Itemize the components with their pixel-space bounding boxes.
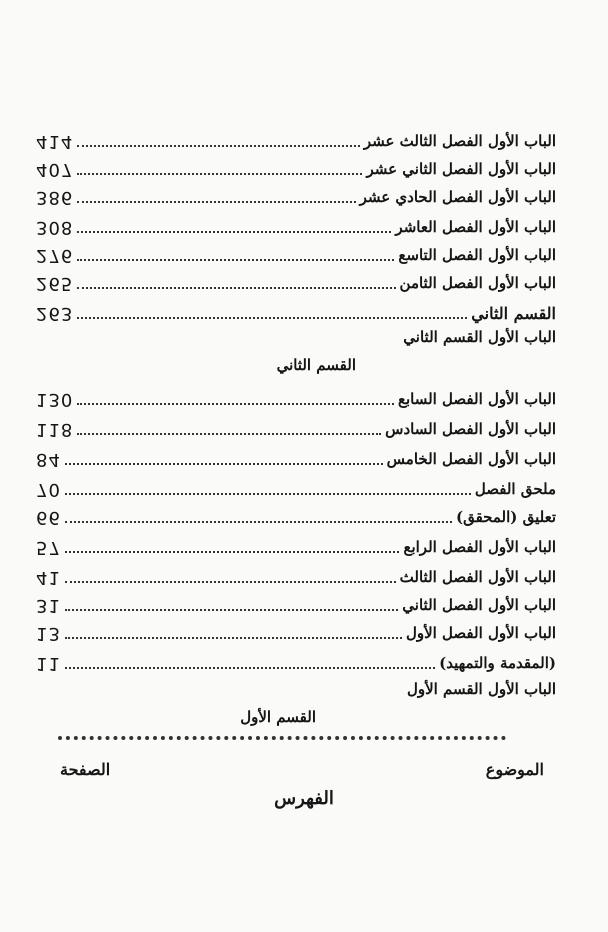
divider	[58, 736, 506, 750]
leader-dots	[77, 317, 467, 319]
toc-entry	[36, 214, 556, 240]
toc-entry	[36, 564, 556, 590]
column-label-topic: ﺍﻟﻤﻮﺿﻮﻉ	[485, 760, 544, 779]
toc-entry-page: 386	[36, 186, 74, 208]
toc-entry	[36, 270, 556, 296]
leader-dots	[65, 521, 452, 523]
toc-entry-title: ﺍﻟﺒﺎﺏ ﺍﻷﻭﻝ ﺍﻟﻔﺼﻞ ﺍﻟﺴﺎﺩﺱ	[385, 420, 556, 438]
toc-entry	[36, 476, 556, 502]
column-label-page: ﺍﻟﺼﻔﺤﺔ	[60, 760, 111, 779]
leader-dots	[77, 433, 381, 435]
toc-entry	[36, 504, 556, 530]
toc-entry-title: ﺍﻟﺒﺎﺏ ﺍﻷﻭﻝ ﺍﻟﻔﺼﻞ ﺍﻟﺮﺍﺑﻊ	[403, 538, 556, 556]
toc-entry-page: 66	[36, 506, 61, 528]
leader-dots	[65, 463, 383, 465]
toc-entry-title: ﺍﻟﺒﺎﺏ ﺍﻷﻭﻝ ﺍﻟﻔﺼﻞ ﺍﻟﺜﺎﻧﻲ	[402, 596, 556, 614]
section-heading: ﺍﻟﺒﺎﺏ ﺍﻷﻭﻝ ﺍﻟﻘﺴﻢ ﺍﻷﻭﻝ	[406, 680, 556, 698]
toc-entry-page: 41	[36, 566, 61, 588]
toc-entry	[36, 534, 556, 560]
leader-dots	[65, 667, 435, 669]
toc-entry-title: ﺍﻟﺒﺎﺏ ﺍﻷﻭﻝ ﺍﻟﻔﺼﻞ ﺍﻟﻌﺎﺷﺮ	[395, 218, 556, 236]
toc-entry-title: ﺍﻟﺒﺎﺏ ﺍﻷﻭﻝ ﺍﻟﻔﺼﻞ ﺍﻟﺜﺎﻧﻲ ﻋﺸﺮ	[366, 160, 556, 178]
toc-entry	[36, 650, 556, 676]
toc-entry	[36, 620, 556, 646]
leader-dots	[77, 145, 359, 147]
toc-entry-page: 265	[36, 272, 74, 294]
leader-dots	[77, 173, 362, 175]
toc-entry-page: 57	[36, 536, 61, 558]
toc-entry-page: 308	[36, 216, 74, 238]
leader-dots	[65, 637, 402, 639]
toc-entry-title: ﺍﻟﺒﺎﺏ ﺍﻷﻭﻝ ﺍﻟﻔﺼﻞ ﺍﻟﺨﺎﻣﺲ	[386, 450, 556, 468]
toc-entry-title: (ﺍﻟﻤﻘﺪﻣﺔ ﻭﺍﻟﺘﻤﻬﻴﺪ)	[439, 654, 556, 672]
toc-entry-page: 407	[36, 158, 74, 180]
toc-entry-title: ﺍﻟﺒﺎﺏ ﺍﻷﻭﻝ ﺍﻟﻔﺼﻞ ﺍﻟﺜﺎﻟﺚ ﻋﺸﺮ	[363, 132, 556, 150]
leader-dots	[77, 403, 394, 405]
toc-entry	[36, 156, 556, 182]
leader-dots	[77, 201, 355, 203]
toc-entry-page: 276	[36, 244, 74, 266]
toc-entry-title: ﺗﻌﻠﻴﻖ (ﺍﻟﻤﺤﻘﻖ)	[455, 508, 556, 526]
toc-entry-title: ﻣﻠﺤﻖ ﺍﻟﻔﺼﻞ	[474, 480, 556, 498]
leader-dots	[65, 609, 398, 611]
leader-dots	[65, 551, 400, 553]
toc-entry	[36, 416, 556, 442]
leader-dots	[77, 287, 395, 289]
toc-entry	[36, 300, 556, 326]
toc-entry-page: 31	[36, 594, 61, 616]
section-heading: ﺍﻟﺒﺎﺏ ﺍﻷﻭﻝ ﺍﻟﻘﺴﻢ ﺍﻟﺜﺎﻧﻲ	[403, 328, 556, 346]
section-subheading: ﺍﻟﻘﺴﻢ ﺍﻟﺜﺎﻧﻲ	[276, 356, 356, 374]
toc-entry	[36, 128, 556, 154]
toc-entry	[36, 242, 556, 268]
toc-entry-page: 414	[36, 130, 74, 152]
toc-entry	[36, 592, 556, 618]
toc-entry-page: 118	[36, 418, 74, 440]
leader-dots	[65, 493, 471, 495]
toc-entry-page: 70	[36, 478, 61, 500]
toc-entry-title: ﺍﻟﺒﺎﺏ ﺍﻷﻭﻝ ﺍﻟﻔﺼﻞ ﺍﻟﺴﺎﺑﻊ	[397, 390, 556, 408]
toc-entry	[36, 386, 556, 412]
section-subheading: ﺍﻟﻘﺴﻢ ﺍﻷﻭﻝ	[240, 708, 316, 726]
toc-entry-page: 84	[36, 448, 61, 470]
leader-dots	[77, 231, 391, 233]
toc-entry	[36, 446, 556, 472]
toc-entry-title: ﺍﻟﺒﺎﺏ ﺍﻷﻭﻝ ﺍﻟﻔﺼﻞ ﺍﻟﺜﺎﻟﺚ	[399, 568, 556, 586]
toc-entry-title: ﺍﻟﺒﺎﺏ ﺍﻷﻭﻝ ﺍﻟﻔﺼﻞ ﺍﻟﺤﺎﺩﻱ ﻋﺸﺮ	[359, 188, 556, 206]
toc-entry-title: ﺍﻟﺒﺎﺏ ﺍﻷﻭﻝ ﺍﻟﻔﺼﻞ ﺍﻟﺜﺎﻣﻦ	[399, 274, 556, 292]
toc-entry-title: ﺍﻟﻘﺴﻢ ﺍﻟﺜﺎﻧﻲ	[471, 303, 556, 323]
toc-entry-page: 263	[36, 302, 74, 324]
toc-entry-page: 13	[36, 622, 61, 644]
toc-entry	[36, 184, 556, 210]
toc-entry-page: 130	[36, 388, 74, 410]
toc-entry-title: ﺍﻟﺒﺎﺏ ﺍﻷﻭﻝ ﺍﻟﻔﺼﻞ ﺍﻷﻭﻝ	[405, 624, 556, 642]
index-title: ﺍﻟﻔﻬﺮﺱ	[274, 788, 334, 809]
leader-dots	[65, 581, 396, 583]
toc-entry-page: 11	[36, 652, 61, 674]
toc-entry-title: ﺍﻟﺒﺎﺏ ﺍﻷﻭﻝ ﺍﻟﻔﺼﻞ ﺍﻟﺘﺎﺳﻊ	[398, 246, 556, 264]
leader-dots	[77, 259, 394, 261]
